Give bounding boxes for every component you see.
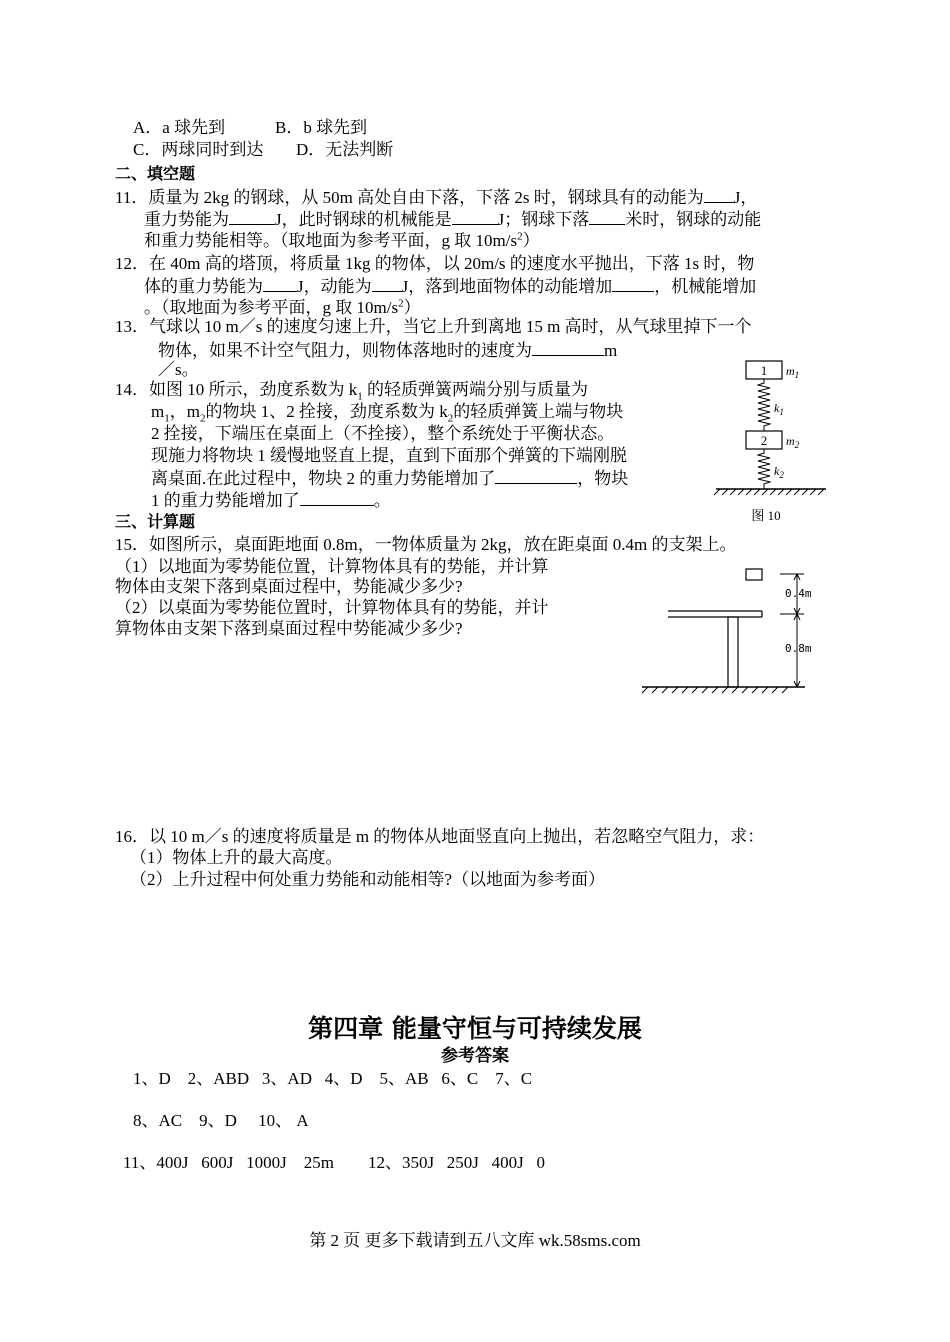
figure-10-springs	[708, 355, 838, 530]
section2-title: 二、填空题	[115, 164, 196, 183]
q14-sub: 2	[199, 412, 206, 425]
k1-letter: k	[774, 401, 780, 415]
spring-k2	[758, 449, 770, 489]
dim-label-04: 0.4m	[785, 587, 812, 600]
q11-text: 11．质量为 2kg 的钢球，从 50m 高处自由下落，下落 2s 时，钢球具有的动能为	[115, 188, 704, 207]
q14-line6	[151, 489, 391, 512]
m2-label	[786, 434, 800, 450]
q14-text: ，m	[169, 402, 200, 421]
q14-text: 的轻质弹簧两端分别与质量为	[362, 380, 588, 399]
table-leg	[728, 617, 738, 687]
q16-line3: （2）上升过程中何处重力势能和动能相等?（以地面为参考面）	[130, 870, 606, 889]
q15-line4: （2）以桌面为零势能位置时，计算物体具有的势能，并计	[115, 598, 549, 617]
q16-line1: 16．以 10 m／s 的速度将质量是 m 的物体从地面竖直向上抛出，若忽略空气阻力，求：	[115, 827, 765, 846]
q14-text: ，物块	[577, 469, 629, 488]
m1-letter: m	[786, 364, 795, 378]
q14-sub: 1	[164, 412, 170, 425]
block-1-label: 1	[760, 363, 768, 378]
q12-line2	[144, 275, 756, 298]
q14-blank-block2[interactable]	[495, 467, 577, 484]
q14-text: 的轻质弹簧上端与物块	[453, 402, 624, 421]
q11-line2	[144, 208, 761, 231]
q12-text: 。（取地面为参考平面，g 取 10m/s	[144, 298, 399, 317]
answers-row-1: 1、D 2、ABD 3、AD 4、D 5、AB 6、C 7、C	[133, 1069, 533, 1088]
m2-sub: 2	[794, 440, 800, 450]
q12-text: J，动能为	[297, 277, 372, 296]
m1-label	[786, 364, 799, 380]
q13-text: 物体，如果不计空气阻力，则物体落地时的速度为	[158, 341, 532, 360]
q11-blank-pe[interactable]	[229, 208, 275, 225]
q14-line1	[115, 379, 588, 401]
k2-letter: k	[774, 464, 780, 478]
q14-text: 。	[373, 491, 391, 510]
q13-line2	[158, 339, 617, 362]
section3-title: 三、计算题	[115, 512, 196, 531]
q14-text: 1 的重力势能增加了	[151, 491, 300, 510]
q14-text: 14．如图 10 所示，劲度系数为 k	[115, 380, 358, 399]
q14-text: 离桌面.在此过程中，物块 2 的重力势能增加了	[151, 469, 496, 488]
q11-text: 米时，钢球的动能	[625, 210, 762, 229]
q11-text: J，此时钢球的机械能是	[275, 210, 452, 229]
k2-label	[774, 464, 784, 480]
q11-text: J，	[733, 188, 758, 207]
q12-blank-ke[interactable]	[372, 275, 402, 292]
q10-option-a: A．a 球先到	[133, 118, 226, 137]
q10-option-c: C．两球同时到达	[133, 140, 264, 159]
object-box	[746, 569, 762, 580]
q14-blank-block1[interactable]	[300, 489, 374, 506]
answers-row-3: 11、400J 600J 1000J 25m 12、350J 250J 400J 0	[123, 1153, 546, 1172]
k1-sub: 1	[779, 407, 784, 417]
m2-letter: m	[786, 434, 795, 448]
q13-blank-speed[interactable]	[532, 339, 604, 356]
q10-option-d: D．无法判断	[296, 140, 394, 159]
q11-text: 和重力势能相等。（取地面为参考平面，g 取 10m/s	[144, 231, 518, 250]
q11-text: J；钢球下落	[497, 210, 590, 229]
chapter-title: 第四章 能量守恒与可持续发展	[308, 1014, 642, 1043]
q15-line2: （1）以地面为零势能位置，计算物体具有的势能，并计算	[115, 557, 549, 576]
q11-line1	[115, 186, 757, 209]
figure-15-table	[640, 562, 830, 702]
q12-line1: 12．在 40m 高的塔顶，将质量 1kg 的物体，以 20m/s 的速度水平抛出，下落 1s 时，物	[115, 254, 755, 273]
q11-blank-me[interactable]	[452, 208, 498, 225]
k2-sub: 2	[779, 470, 784, 480]
answers-title: 参考答案	[441, 1046, 509, 1066]
m1-sub: 1	[794, 370, 800, 380]
q14-text: 的物块 1、2 拴接，劲度系数为 k	[205, 402, 448, 421]
q14-line5	[151, 467, 628, 490]
q14-line4: 现施力将物块 1 缓慢地竖直上提，直到下面那个弹簧的下端刚脱	[151, 446, 627, 465]
q12-text: ）	[403, 298, 421, 317]
q12-text: ，机械能增加	[654, 277, 757, 296]
k1-label	[774, 401, 784, 417]
q14-line2	[151, 401, 623, 423]
q11-blank-height[interactable]	[589, 208, 625, 225]
q12-blank-ke-increase[interactable]	[612, 275, 654, 292]
q10-option-b: B．b 球先到	[275, 118, 368, 137]
block-2-label: 2	[760, 433, 768, 448]
q15-line5: 算物体由支架下落到桌面过程中势能减少多少?	[115, 619, 463, 638]
page-footer: 第 2 页 更多下载请到五八文库 wk.58sms.com	[309, 1231, 641, 1250]
floor-hatch	[642, 687, 788, 693]
q11-blank-ke[interactable]	[704, 186, 734, 203]
ground-hatch	[714, 489, 824, 495]
q11-text: 重力势能为	[144, 210, 229, 229]
dim-label-08: 0.8m	[785, 642, 812, 655]
q12-sup: 2	[398, 297, 404, 310]
q13-line3: ／s。	[158, 360, 199, 379]
q15-line1: 15．如图所示，桌面距地面 0.8m，一物体质量为 2kg，放在距桌面 0.4m 的支架上。	[115, 535, 737, 554]
spring-k1	[758, 379, 770, 431]
q11-sup: 2	[517, 230, 523, 243]
q14-line3: 2 拴接，下端压在桌面上（不拴接），整个系统处于平衡状态。	[151, 424, 615, 443]
q14-sub: 1	[357, 390, 363, 403]
q13-text: m	[604, 341, 618, 360]
q11-line3	[144, 230, 540, 252]
q15-line3: 物体由支架下落到桌面过程中，势能减少多少?	[115, 577, 463, 596]
q14-sub: 2	[447, 412, 454, 425]
q16-line2: （1）物体上升的最大高度。	[130, 848, 343, 867]
q12-blank-pe[interactable]	[263, 275, 297, 292]
q14-text: m	[151, 402, 165, 421]
q12-text: 体的重力势能为	[144, 277, 263, 296]
q11-text: ）	[522, 231, 540, 250]
answers-row-2: 8、AC 9、D 10、 A	[133, 1111, 309, 1130]
q13-line1: 13．气球以 10 m／s 的速度匀速上升，当它上升到离地 15 m 高时，从气球里掉下一个	[115, 317, 752, 336]
q12-text: J，落到地面物体的动能增加	[401, 277, 613, 296]
figure-10-caption: 图 10	[751, 508, 781, 523]
